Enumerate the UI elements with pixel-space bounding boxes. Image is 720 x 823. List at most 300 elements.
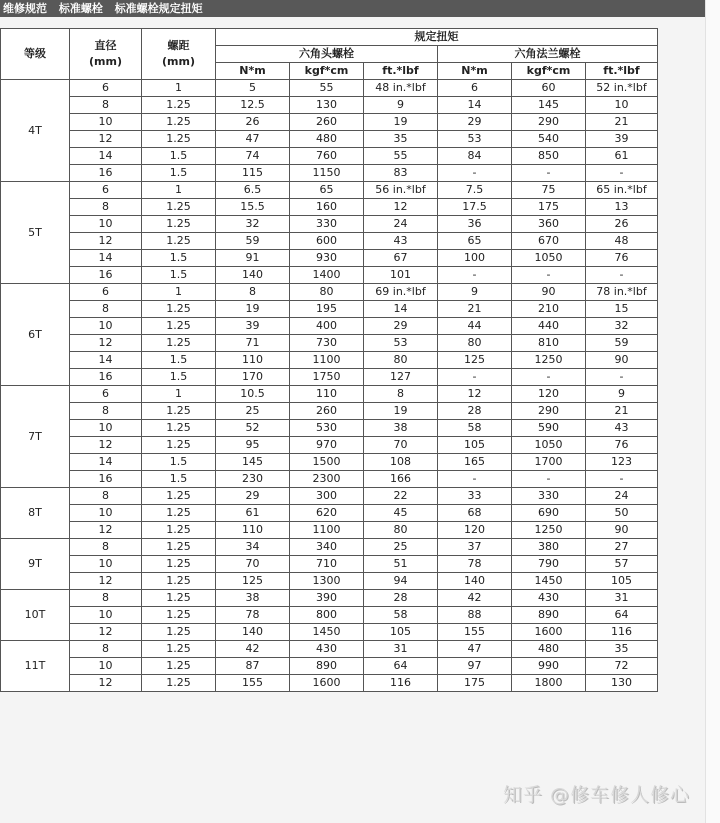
table-cell: 10: [70, 114, 142, 131]
table-cell: 9: [438, 284, 512, 301]
table-cell: 800: [290, 607, 364, 624]
table-cell: 51: [364, 556, 438, 573]
table-row: [1, 675, 658, 692]
table-cell: 17.5: [438, 199, 512, 216]
table-cell: 1.25: [142, 590, 216, 607]
table-cell: 52: [216, 420, 290, 437]
table-row: [1, 403, 658, 420]
table-cell: 7.5: [438, 182, 512, 199]
table-row: [1, 199, 658, 216]
table-cell: 116: [586, 624, 658, 641]
table-cell: 71: [216, 335, 290, 352]
table-cell: 1.5: [142, 454, 216, 471]
table-cell: 15: [586, 301, 658, 318]
table-cell: 330: [512, 488, 586, 505]
header-grade: 等级: [1, 29, 70, 80]
table-cell: 1.25: [142, 658, 216, 675]
table-cell: 6: [70, 386, 142, 403]
table-cell: 31: [364, 641, 438, 658]
table-cell: 290: [512, 114, 586, 131]
table-cell: 1.25: [142, 318, 216, 335]
table-cell: 101: [364, 267, 438, 284]
header-pitch-label: 螺距: [167, 39, 190, 52]
table-cell: 6.5: [216, 182, 290, 199]
table-cell: 12: [70, 335, 142, 352]
table-cell: 32: [586, 318, 658, 335]
table-cell: 1750: [290, 369, 364, 386]
header-diameter-unit: (mm): [89, 55, 122, 68]
table-row: [1, 658, 658, 675]
table-cell: 690: [512, 505, 586, 522]
table-row: [1, 454, 658, 471]
table-cell: 53: [364, 335, 438, 352]
table-cell: 38: [364, 420, 438, 437]
table-cell: -: [512, 471, 586, 488]
table-cell: 810: [512, 335, 586, 352]
grade-cell: 8T: [1, 488, 70, 539]
table-cell: 27: [586, 539, 658, 556]
table-cell: 125: [438, 352, 512, 369]
table-cell: 55: [364, 148, 438, 165]
table-cell: 1.25: [142, 607, 216, 624]
table-cell: 290: [512, 403, 586, 420]
table-cell: 10: [70, 420, 142, 437]
table-cell: 14: [364, 301, 438, 318]
table-cell: 78: [216, 607, 290, 624]
table-cell: 50: [586, 505, 658, 522]
table-cell: 1.5: [142, 148, 216, 165]
table-cell: 48: [586, 233, 658, 250]
table-cell: 31: [586, 590, 658, 607]
table-cell: 43: [364, 233, 438, 250]
table-cell: -: [586, 165, 658, 182]
table-cell: 47: [216, 131, 290, 148]
table-cell: 620: [290, 505, 364, 522]
table-cell: 65: [290, 182, 364, 199]
table-cell: 430: [290, 641, 364, 658]
table-cell: 14: [70, 454, 142, 471]
table-cell: 83: [364, 165, 438, 182]
table-cell: 28: [364, 590, 438, 607]
table-cell: 166: [364, 471, 438, 488]
table-cell: 10: [70, 607, 142, 624]
table-row: [1, 420, 658, 437]
table-row: [1, 131, 658, 148]
table-cell: 6: [70, 284, 142, 301]
table-cell: 12.5: [216, 97, 290, 114]
table-cell: -: [512, 165, 586, 182]
table-cell: 160: [290, 199, 364, 216]
header-unit: N*m: [438, 63, 512, 80]
table-cell: 108: [364, 454, 438, 471]
header-unit: kgf*cm: [512, 63, 586, 80]
table-cell: 1: [142, 182, 216, 199]
table-cell: 33: [438, 488, 512, 505]
table-cell: 1.5: [142, 250, 216, 267]
table-cell: 19: [216, 301, 290, 318]
table-cell: 1.25: [142, 216, 216, 233]
table-cell: 110: [216, 352, 290, 369]
torque-table: [0, 28, 658, 692]
table-cell: 730: [290, 335, 364, 352]
table-cell: 230: [216, 471, 290, 488]
table-cell: 195: [290, 301, 364, 318]
table-cell: 10.5: [216, 386, 290, 403]
table-cell: 300: [290, 488, 364, 505]
table-cell: 8: [216, 284, 290, 301]
table-cell: 13: [586, 199, 658, 216]
table-cell: 12: [70, 233, 142, 250]
table-cell: 5: [216, 80, 290, 97]
table-cell: 110: [290, 386, 364, 403]
table-cell: 32: [216, 216, 290, 233]
table-row: [1, 522, 658, 539]
table-cell: 155: [216, 675, 290, 692]
table-cell: 125: [216, 573, 290, 590]
table-cell: 94: [364, 573, 438, 590]
breadcrumb-item[interactable]: 标准螺栓: [58, 2, 103, 15]
table-cell: 530: [290, 420, 364, 437]
table-cell: 68: [438, 505, 512, 522]
table-cell: 1.25: [142, 556, 216, 573]
table-cell: 120: [438, 522, 512, 539]
table-cell: 12: [438, 386, 512, 403]
table-cell: 57: [586, 556, 658, 573]
table-cell: 14: [70, 352, 142, 369]
table-cell: 21: [586, 403, 658, 420]
table-cell: 76: [586, 250, 658, 267]
table-cell: 78: [438, 556, 512, 573]
table-cell: 1.25: [142, 301, 216, 318]
table-cell: 260: [290, 114, 364, 131]
table-row: [1, 539, 658, 556]
table-cell: -: [586, 267, 658, 284]
table-row: [1, 471, 658, 488]
table-cell: 65 in.*lbf: [586, 182, 658, 199]
table-cell: 22: [364, 488, 438, 505]
table-cell: 39: [216, 318, 290, 335]
table-cell: 12: [70, 131, 142, 148]
table-cell: 8: [70, 301, 142, 318]
table-cell: 8: [364, 386, 438, 403]
table-row: [1, 505, 658, 522]
table-cell: 78 in.*lbf: [586, 284, 658, 301]
table-cell: 1100: [290, 522, 364, 539]
header-torque: 规定扭矩: [216, 29, 658, 46]
table-cell: 1: [142, 386, 216, 403]
table-cell: 6: [70, 182, 142, 199]
table-cell: 105: [586, 573, 658, 590]
table-cell: 600: [290, 233, 364, 250]
header-unit: N*m: [216, 63, 290, 80]
table-cell: 115: [216, 165, 290, 182]
table-row: [1, 165, 658, 182]
table-cell: 540: [512, 131, 586, 148]
table-cell: 10: [70, 318, 142, 335]
table-cell: 74: [216, 148, 290, 165]
table-row: [1, 590, 658, 607]
table-cell: 55: [290, 80, 364, 97]
table-cell: 1.25: [142, 641, 216, 658]
table-cell: 59: [216, 233, 290, 250]
table-cell: 2300: [290, 471, 364, 488]
table-cell: 91: [216, 250, 290, 267]
table-cell: 61: [586, 148, 658, 165]
table-row: [1, 97, 658, 114]
breadcrumb-item[interactable]: 标准螺栓规定扭矩: [114, 2, 203, 15]
table-cell: 1500: [290, 454, 364, 471]
table-cell: 1.25: [142, 97, 216, 114]
table-cell: 24: [586, 488, 658, 505]
table-cell: 1450: [290, 624, 364, 641]
header-pitch: [142, 29, 216, 80]
table-cell: 16: [70, 369, 142, 386]
grade-cell: 4T: [1, 80, 70, 182]
table-row: [1, 573, 658, 590]
table-cell: 70: [364, 437, 438, 454]
table-cell: 24: [364, 216, 438, 233]
table-cell: 29: [364, 318, 438, 335]
table-cell: 440: [512, 318, 586, 335]
header-diameter: [70, 29, 142, 80]
table-cell: 53: [438, 131, 512, 148]
table-cell: 59: [586, 335, 658, 352]
table-cell: 25: [216, 403, 290, 420]
table-cell: 58: [438, 420, 512, 437]
table-cell: 140: [216, 267, 290, 284]
table-cell: -: [438, 369, 512, 386]
table-cell: 1.5: [142, 165, 216, 182]
table-cell: 145: [216, 454, 290, 471]
table-row: [1, 369, 658, 386]
table-row: [1, 607, 658, 624]
table-cell: 35: [586, 641, 658, 658]
grade-cell: 7T: [1, 386, 70, 488]
table-cell: 1450: [512, 573, 586, 590]
grade-cell: 5T: [1, 182, 70, 284]
header-unit: ft.*lbf: [364, 63, 438, 80]
table-row: [1, 386, 658, 403]
table-cell: 45: [364, 505, 438, 522]
table-cell: 1.5: [142, 471, 216, 488]
table-cell: 88: [438, 607, 512, 624]
table-cell: 28: [438, 403, 512, 420]
table-cell: 8: [70, 403, 142, 420]
table-cell: 380: [512, 539, 586, 556]
table-cell: 19: [364, 403, 438, 420]
grade-cell: 10T: [1, 590, 70, 641]
table-cell: 29: [438, 114, 512, 131]
table-cell: 1.25: [142, 335, 216, 352]
table-row: [1, 335, 658, 352]
table-cell: 175: [512, 199, 586, 216]
table-cell: 12: [70, 624, 142, 641]
table-cell: 36: [438, 216, 512, 233]
table-cell: -: [512, 369, 586, 386]
table-cell: 123: [586, 454, 658, 471]
table-cell: 44: [438, 318, 512, 335]
table-cell: 1: [142, 284, 216, 301]
table-cell: 850: [512, 148, 586, 165]
table-row: [1, 352, 658, 369]
table-cell: 48 in.*lbf: [364, 80, 438, 97]
header-pitch-unit: (mm): [162, 55, 195, 68]
table-cell: 26: [216, 114, 290, 131]
table-cell: 1050: [512, 250, 586, 267]
table-row: [1, 114, 658, 131]
table-cell: 10: [70, 658, 142, 675]
table-cell: 1.25: [142, 437, 216, 454]
table-cell: 90: [512, 284, 586, 301]
table-cell: 47: [438, 641, 512, 658]
table-cell: 21: [438, 301, 512, 318]
table-cell: 12: [364, 199, 438, 216]
table-cell: 1100: [290, 352, 364, 369]
table-cell: 1250: [512, 522, 586, 539]
table-cell: 14: [70, 250, 142, 267]
header-hex-bolt: 六角头螺栓: [216, 46, 438, 63]
table-row: [1, 624, 658, 641]
table-cell: 65: [438, 233, 512, 250]
table-cell: 175: [438, 675, 512, 692]
table-cell: 8: [70, 590, 142, 607]
table-row: [1, 80, 658, 97]
table-cell: 890: [290, 658, 364, 675]
table-cell: 140: [216, 624, 290, 641]
table-cell: 1.5: [142, 369, 216, 386]
table-cell: 6: [70, 80, 142, 97]
table-row: [1, 182, 658, 199]
table-cell: 12: [70, 522, 142, 539]
table-cell: 1600: [290, 675, 364, 692]
table-cell: 480: [290, 131, 364, 148]
table-cell: 75: [512, 182, 586, 199]
table-cell: 105: [438, 437, 512, 454]
table-cell: 210: [512, 301, 586, 318]
table-cell: 97: [438, 658, 512, 675]
table-cell: 64: [586, 607, 658, 624]
table-cell: 127: [364, 369, 438, 386]
table-cell: 1.25: [142, 403, 216, 420]
table-cell: 52 in.*lbf: [586, 80, 658, 97]
grade-cell: 11T: [1, 641, 70, 692]
table-cell: 120: [512, 386, 586, 403]
table-cell: 1.25: [142, 675, 216, 692]
table-cell: -: [438, 267, 512, 284]
table-cell: 155: [438, 624, 512, 641]
scrollbar[interactable]: [705, 0, 720, 823]
table-cell: 1.25: [142, 505, 216, 522]
table-cell: 25: [364, 539, 438, 556]
table-cell: 8: [70, 199, 142, 216]
table-cell: 1.25: [142, 199, 216, 216]
table-cell: 37: [438, 539, 512, 556]
table-cell: 60: [512, 80, 586, 97]
table-row: [1, 216, 658, 233]
table-cell: 21: [586, 114, 658, 131]
table-cell: 9: [586, 386, 658, 403]
table-cell: 1.25: [142, 114, 216, 131]
table-cell: -: [438, 165, 512, 182]
table-cell: 760: [290, 148, 364, 165]
table-cell: 16: [70, 471, 142, 488]
table-cell: 15.5: [216, 199, 290, 216]
table-cell: 116: [364, 675, 438, 692]
table-cell: 69 in.*lbf: [364, 284, 438, 301]
table-cell: 8: [70, 97, 142, 114]
table-cell: 165: [438, 454, 512, 471]
table-cell: 930: [290, 250, 364, 267]
header-flange-bolt: 六角法兰螺栓: [438, 46, 658, 63]
table-cell: 1250: [512, 352, 586, 369]
table-cell: 1.25: [142, 522, 216, 539]
table-cell: 130: [290, 97, 364, 114]
table-cell: 1.5: [142, 267, 216, 284]
table-cell: 42: [438, 590, 512, 607]
table-cell: 72: [586, 658, 658, 675]
table-cell: 95: [216, 437, 290, 454]
table-row: [1, 301, 658, 318]
table-cell: 12: [70, 437, 142, 454]
table-cell: 61: [216, 505, 290, 522]
table-cell: 590: [512, 420, 586, 437]
table-cell: 1.25: [142, 573, 216, 590]
table-cell: 1.25: [142, 420, 216, 437]
table-cell: 84: [438, 148, 512, 165]
table-cell: 1300: [290, 573, 364, 590]
table-cell: 145: [512, 97, 586, 114]
table-cell: 390: [290, 590, 364, 607]
table-cell: 1.25: [142, 233, 216, 250]
table-cell: 38: [216, 590, 290, 607]
table-cell: 1600: [512, 624, 586, 641]
watermark: 知乎 @修车修人修心: [503, 784, 691, 806]
table-cell: 170: [216, 369, 290, 386]
table-cell: 39: [586, 131, 658, 148]
table-cell: 80: [290, 284, 364, 301]
grade-cell: 6T: [1, 284, 70, 386]
table-cell: 1800: [512, 675, 586, 692]
table-cell: 10: [70, 556, 142, 573]
table-cell: 1.25: [142, 539, 216, 556]
table-cell: 9: [364, 97, 438, 114]
table-row: [1, 437, 658, 454]
table-cell: 330: [290, 216, 364, 233]
table-cell: 710: [290, 556, 364, 573]
table-cell: 16: [70, 165, 142, 182]
table-cell: 56 in.*lbf: [364, 182, 438, 199]
table-cell: 1150: [290, 165, 364, 182]
breadcrumb-item[interactable]: 维修规范: [3, 2, 47, 15]
table-cell: -: [512, 267, 586, 284]
table-cell: 26: [586, 216, 658, 233]
table-cell: 35: [364, 131, 438, 148]
header-unit: ft.*lbf: [586, 63, 658, 80]
table-cell: 14: [70, 148, 142, 165]
table-cell: 80: [364, 522, 438, 539]
table-cell: 43: [586, 420, 658, 437]
table-cell: 140: [438, 573, 512, 590]
table-cell: 8: [70, 539, 142, 556]
table-row: [1, 641, 658, 658]
table-cell: 16: [70, 267, 142, 284]
table-cell: 64: [364, 658, 438, 675]
table-cell: 105: [364, 624, 438, 641]
table-cell: 80: [364, 352, 438, 369]
table-cell: 6: [438, 80, 512, 97]
table-cell: 42: [216, 641, 290, 658]
table-cell: 12: [70, 675, 142, 692]
